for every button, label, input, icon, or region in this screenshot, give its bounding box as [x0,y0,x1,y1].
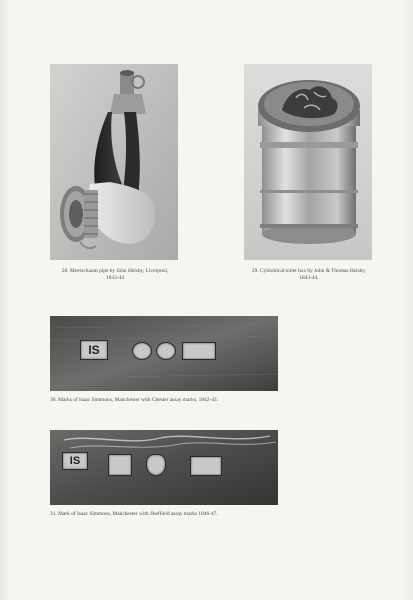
figure-29-caption-line2: 1843-44. [299,275,319,281]
mark-lion-stamp [132,342,152,360]
figure-28-caption [46,268,184,282]
mark-lion-stamp [108,454,132,476]
figure-30-photo [50,316,278,391]
meerschaum-pipe-image [50,64,178,260]
mark-date-stamp [182,342,216,360]
figure-30-caption: 30. Marks of Isaac Simmons, Manchester with Chester assay marks, 1842-43. [50,397,218,403]
mark-is-stamp: IS [62,452,88,470]
mark-head-stamp [156,342,176,360]
figure-29-caption [226,268,392,282]
figure-29-caption-line1: 29. Cylindrical toilet box by John & Thomas Helsby, [251,268,367,274]
figure-28-caption-line2: 1843-44 [106,275,124,281]
mark-date-stamp [190,456,222,476]
toilet-box-image [244,64,372,260]
mark-crown-stamp [146,454,166,476]
figure-28-photo [50,64,178,260]
figure-31-photo [50,430,278,505]
figure-29-photo [244,64,372,260]
mark-is-stamp: IS [80,340,108,360]
figure-31-caption: 31. Mark of Isaac Simmons, Manchester with Sheffield assay marks 1846-47. [50,511,218,517]
figure-28-caption-line1: 28. Meerschaum pipe by John Helsby, Liverpool, [61,268,169,274]
